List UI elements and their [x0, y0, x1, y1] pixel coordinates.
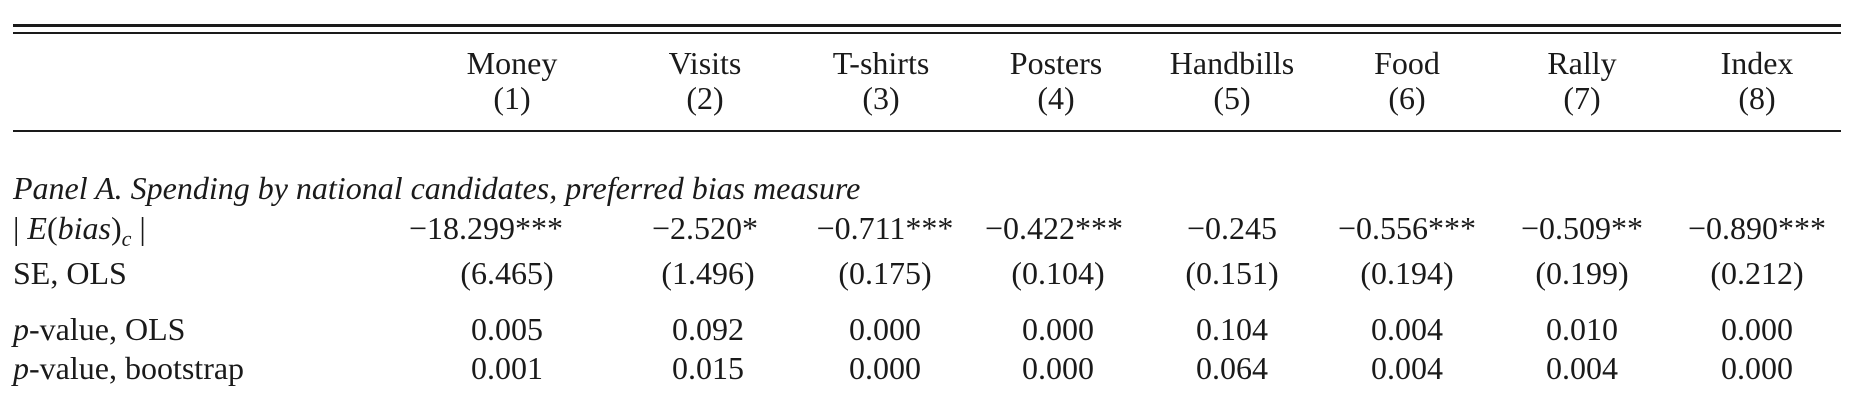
- pval-ols-value-rally: 0.010: [1546, 311, 1618, 347]
- se-value-tshirts: (0.175): [838, 255, 932, 291]
- pval-ols-value-visits: 0.092: [672, 311, 744, 347]
- coef-value-food: −0.556***: [1337, 210, 1477, 246]
- se-value-food: (0.194): [1360, 255, 1454, 291]
- column-header-money: Money: [466, 45, 558, 81]
- column-header-posters: Posters: [1009, 45, 1103, 81]
- pval-boot-value-visits: 0.015: [672, 350, 744, 386]
- pval-ols-value-tshirts: 0.000: [849, 311, 921, 347]
- pval-boot-value-rally: 0.004: [1546, 350, 1618, 386]
- coef-label-bias: bias: [57, 210, 111, 246]
- pval-boot-value-food: 0.004: [1371, 350, 1443, 386]
- se-row-label: SE, OLS: [13, 255, 127, 291]
- coef-value-money: −18.299***: [408, 210, 564, 246]
- pval-boot-label-p: p: [13, 350, 29, 386]
- pval-ols-value-handbills: 0.104: [1196, 311, 1268, 347]
- column-number-3: (3): [862, 80, 900, 116]
- coef-label-bar-close: |: [131, 210, 146, 246]
- column-number-8: (8): [1738, 80, 1776, 116]
- column-header-tshirts: T-shirts: [832, 45, 930, 81]
- coef-value-visits: −2.520*: [651, 210, 759, 246]
- column-number-1: (1): [493, 80, 531, 116]
- coef-value-tshirts: −0.711***: [816, 210, 954, 246]
- coef-label-paren-open: (: [46, 210, 58, 246]
- column-number-5: (5): [1213, 80, 1251, 116]
- pval-ols-label-p: p: [13, 311, 29, 347]
- pval-boot-value-money: 0.001: [471, 350, 543, 386]
- top-rule-1: [13, 24, 1841, 27]
- coef-value-rally: −0.509**: [1520, 210, 1644, 246]
- pval-ols-label-rest: -value, OLS: [29, 311, 186, 347]
- pval-boot-value-handbills: 0.064: [1196, 350, 1268, 386]
- coef-label-paren-close: ): [110, 210, 122, 246]
- pval-ols-value-money: 0.005: [471, 311, 543, 347]
- coef-label-subscript: c: [121, 226, 132, 251]
- column-header-food: Food: [1374, 45, 1440, 81]
- pval-boot-label-rest: -value, bootstrap: [29, 350, 245, 386]
- top-rule-2: [13, 32, 1841, 34]
- column-number-7: (7): [1563, 80, 1601, 116]
- column-header-visits: Visits: [668, 45, 742, 81]
- coef-value-index: −0.890***: [1687, 210, 1827, 246]
- coef-value-handbills: −0.245: [1186, 210, 1278, 246]
- se-value-rally: (0.199): [1535, 255, 1629, 291]
- se-value-posters: (0.104): [1011, 255, 1105, 291]
- column-header-rally: Rally: [1547, 45, 1617, 81]
- se-value-visits: (1.496): [661, 255, 755, 291]
- pval-boot-row-label: [13, 350, 244, 386]
- se-value-index: (0.212): [1710, 255, 1804, 291]
- pval-boot-value-posters: 0.000: [1022, 350, 1094, 386]
- pval-ols-value-posters: 0.000: [1022, 311, 1094, 347]
- header-rule: [13, 130, 1841, 132]
- coef-value-posters: −0.422***: [984, 210, 1124, 246]
- pval-ols-row-label: [13, 311, 185, 347]
- pval-boot-value-index: 0.000: [1721, 350, 1793, 386]
- panel-a-title: Panel A. Spending by national candidates, preferred bias measure: [13, 170, 861, 206]
- se-value-handbills: (0.151): [1185, 255, 1279, 291]
- coef-label-e: E: [27, 210, 47, 246]
- pval-ols-value-index: 0.000: [1721, 311, 1793, 347]
- column-header-index: Index: [1720, 45, 1794, 81]
- pval-ols-value-food: 0.004: [1371, 311, 1443, 347]
- se-value-money: (6.465): [460, 255, 554, 291]
- pval-boot-value-tshirts: 0.000: [849, 350, 921, 386]
- coef-row-label: [13, 210, 146, 257]
- coef-label-bar-open: |: [13, 210, 28, 246]
- column-header-handbills: Handbills: [1169, 45, 1295, 81]
- column-number-6: (6): [1388, 80, 1426, 116]
- column-number-2: (2): [686, 80, 724, 116]
- column-number-4: (4): [1037, 80, 1075, 116]
